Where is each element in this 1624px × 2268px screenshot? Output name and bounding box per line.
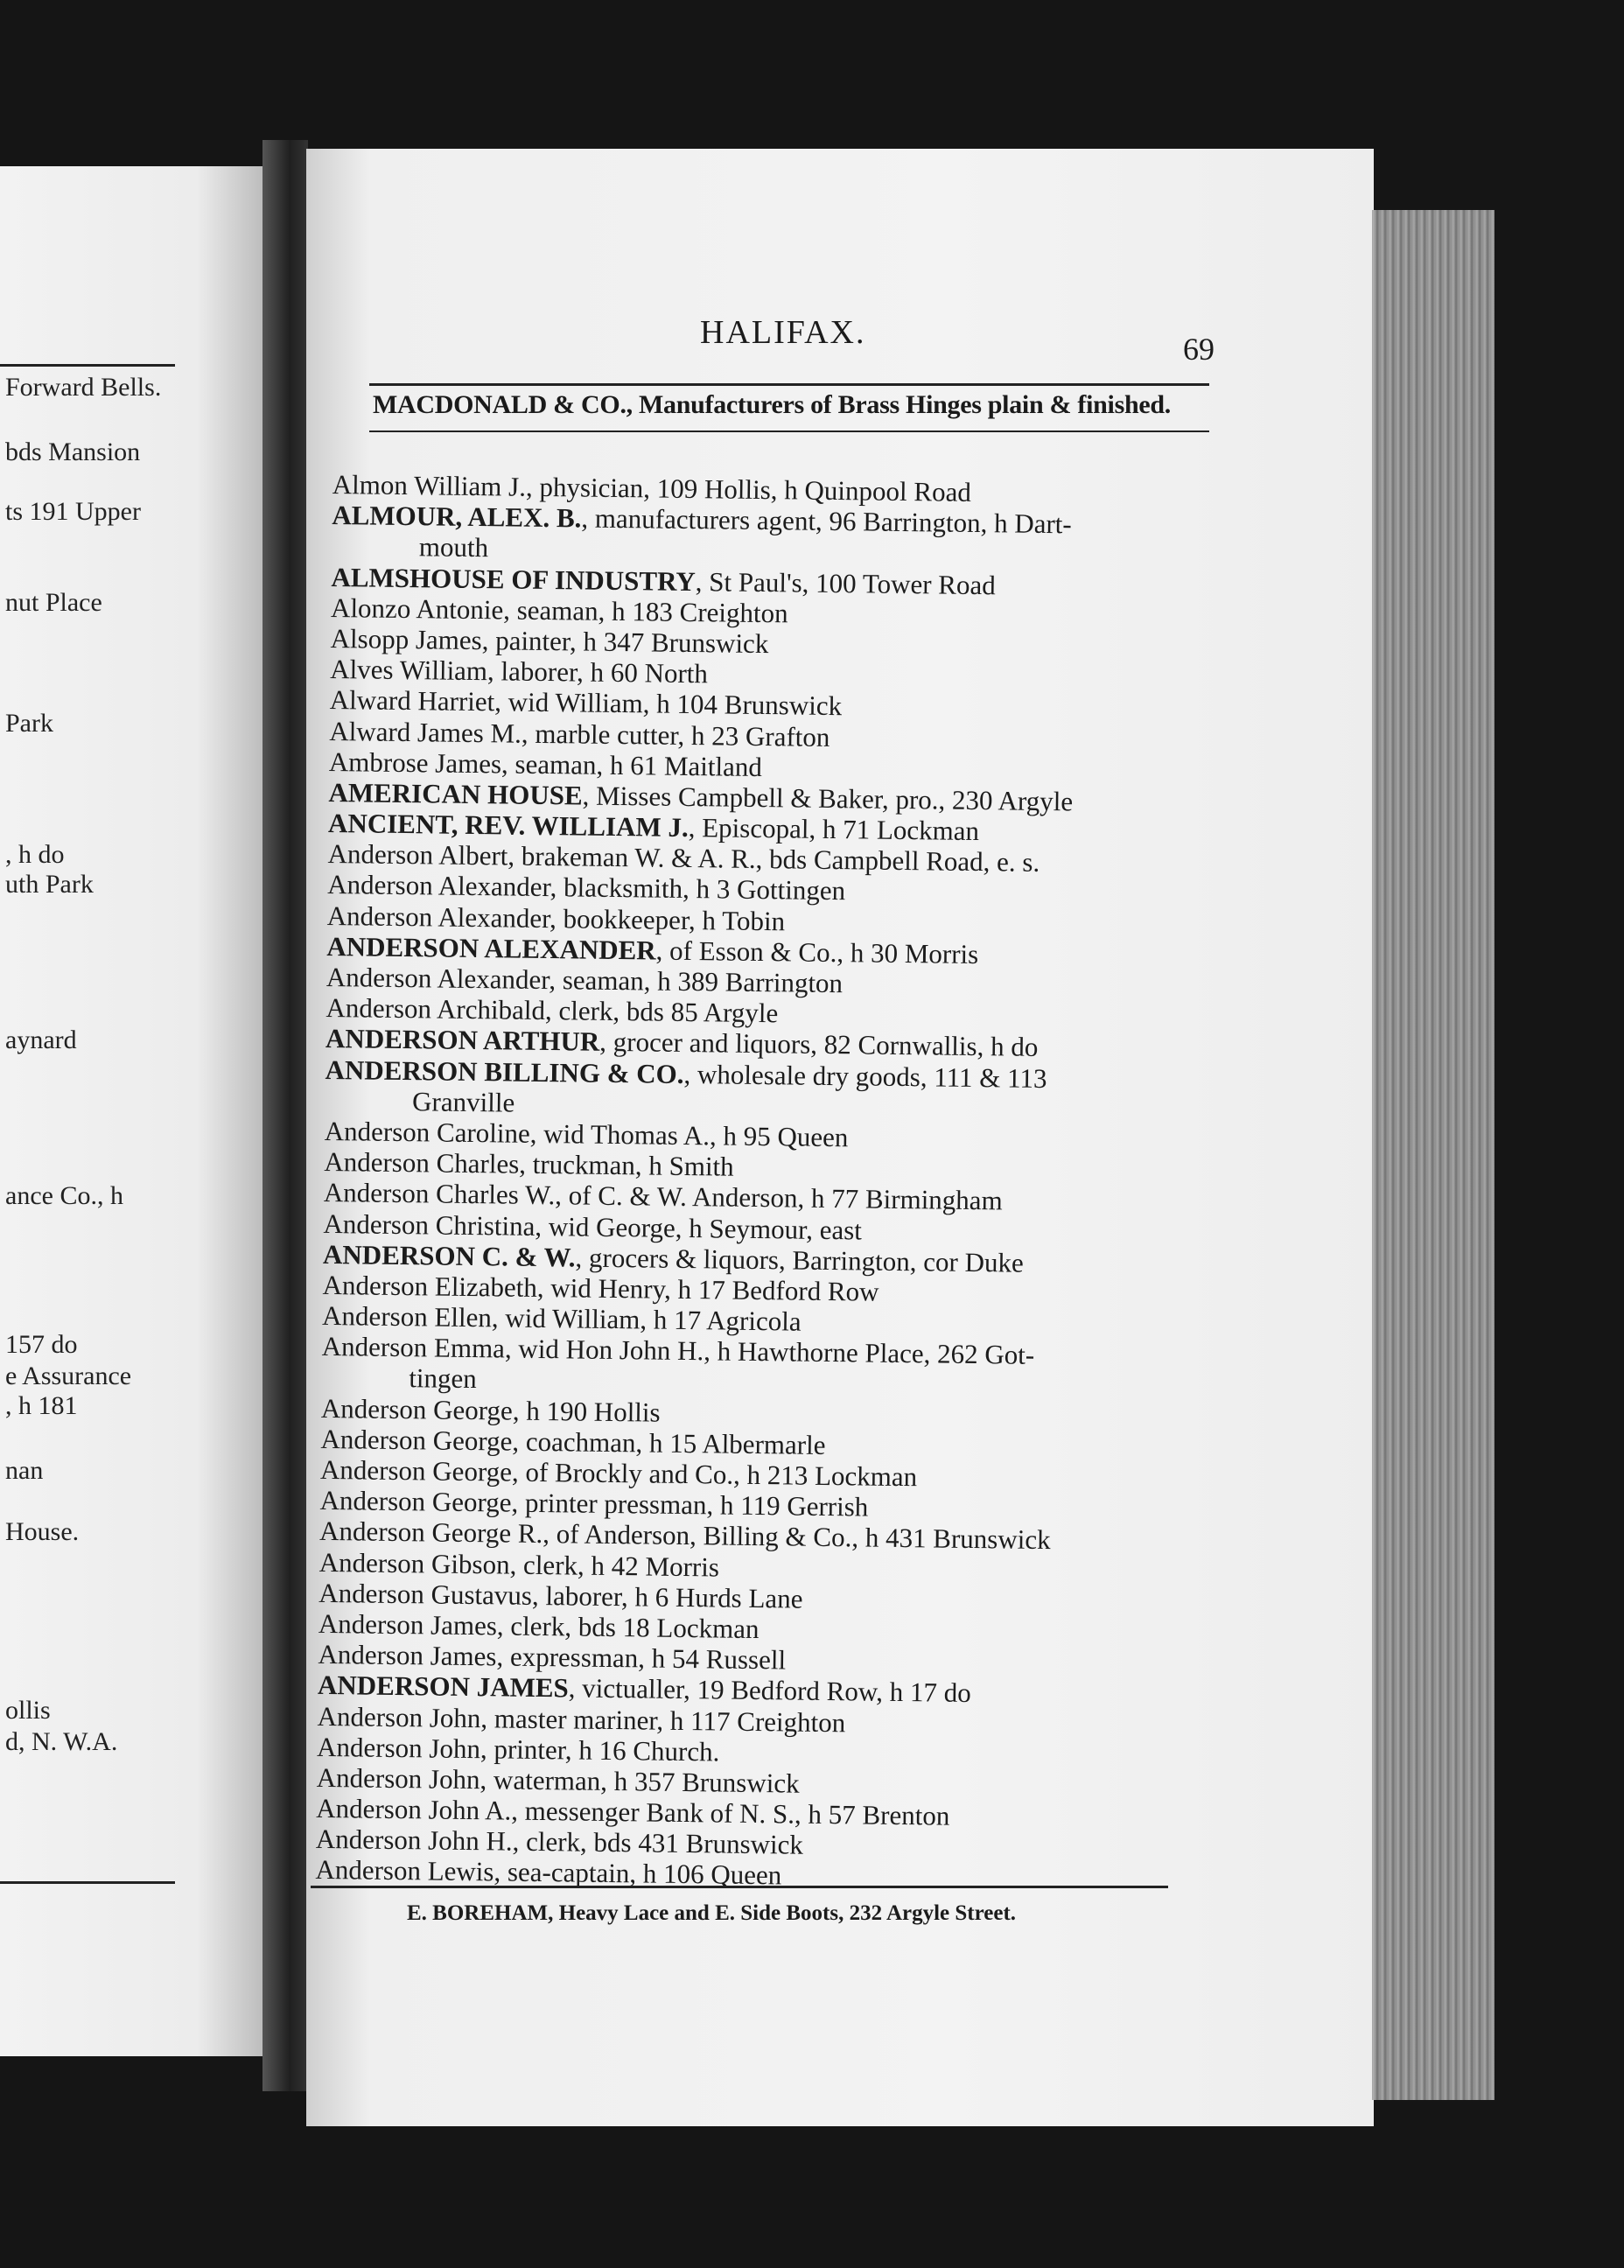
- left-page-line: ance Co., h: [5, 1181, 123, 1210]
- banner-rule-top: [369, 383, 1209, 386]
- left-page-line: , h 181: [5, 1391, 78, 1420]
- banner-text: MACDONALD & CO., Manufacturers of Brass Hinges plain & finished.: [373, 390, 1171, 419]
- entry-text: Anderson Lewis, sea-captain, h 106 Queen: [315, 1854, 782, 1891]
- entry-text: Anderson Gustavus, laborer, h 6 Hurds Lane: [318, 1577, 803, 1614]
- left-page-line: nan: [5, 1456, 44, 1485]
- left-page-line: bds Mansion: [5, 438, 141, 466]
- entry-text: Alward Harriet, wid William, h 104 Brunswick: [329, 684, 843, 722]
- left-page: [0, 166, 262, 2056]
- entry-text: Anderson Albert, brakeman W. & A. R., bds Campbell Road, e. s.: [327, 838, 1040, 878]
- entry-text: Alsopp James, painter, h 347 Brunswick: [330, 622, 769, 660]
- left-page-line: d, N. W.A.: [5, 1727, 118, 1756]
- entry-text: , wholesale dry goods, 111 & 113: [683, 1058, 1047, 1094]
- entry-text: Anderson Alexander, seaman, h 389 Barrington: [326, 961, 844, 999]
- entry-name-bold: ANCIENT, REV. WILLIAM J.: [327, 808, 689, 844]
- entry-text: Anderson Caroline, wid Thomas A., h 95 Queen: [324, 1115, 849, 1153]
- entry-text: Alonzo Antonie, seaman, h 183 Creighton: [330, 592, 788, 629]
- entry-text: , grocers & liquors, Barrington, cor Duke: [575, 1242, 1024, 1278]
- left-page-line: ollis: [5, 1696, 51, 1725]
- entry-name-bold: ANDERSON BILLING & CO.: [325, 1054, 684, 1089]
- entry-text: Ambrose James, seaman, h 61 Maitland: [328, 746, 763, 782]
- entry-text: Anderson Charles, truckman, h Smith: [324, 1146, 734, 1182]
- entry-text: , Episcopal, h 71 Lockman: [688, 812, 980, 847]
- entry-name-bold: AMERICAN HOUSE: [328, 776, 583, 811]
- entry-text: Anderson Emma, wid Hon John H., h Hawthorne Place, 262 Got-: [321, 1331, 1035, 1371]
- left-page-line: House.: [5, 1517, 80, 1546]
- entry-text: Granville: [411, 1085, 515, 1118]
- entry-text: Anderson John, printer, h 16 Church.: [316, 1731, 720, 1768]
- advertisement-banner: [369, 368, 1209, 446]
- entry-text: Anderson Christina, wid George, h Seymour, east: [323, 1208, 863, 1245]
- entry-text: Alward James M., marble cutter, h 23 Grafton: [329, 715, 830, 752]
- left-page-line: ts 191 Upper: [5, 497, 141, 526]
- entry-text: Anderson Ellen, wid William, h 17 Agricola: [321, 1299, 802, 1337]
- entry-name-bold: ALMOUR, ALEX. B.: [332, 500, 582, 534]
- directory-entries: [315, 469, 1251, 1896]
- entry-text: Anderson Elizabeth, wid Henry, h 17 Bedford Row: [322, 1269, 879, 1307]
- footer-rule: [311, 1886, 1168, 1888]
- entry-name-bold: ANDERSON ARTHUR: [325, 1023, 600, 1058]
- entry-text: Anderson George, coachman, h 15 Albermarle: [320, 1423, 826, 1460]
- entry-text: , St Paul's, 100 Tower Road: [695, 565, 996, 600]
- left-page-line: Park: [5, 709, 53, 738]
- entry-text: Anderson John, waterman, h 357 Brunswick: [316, 1761, 800, 1799]
- footer-text: E. BOREHAM, Heavy Lace and E. Side Boots, 232 Argyle Street.: [407, 1901, 1017, 1925]
- entry-text: Almon William J., physician, 109 Hollis, h Quinpool Road: [332, 469, 972, 508]
- entry-text: Anderson George, h 190 Hollis: [320, 1392, 661, 1428]
- entry-text: tingen: [409, 1362, 478, 1395]
- banner-rule-bottom: [369, 430, 1209, 432]
- entry-text: , grocer and liquors, 82 Cornwallis, h do: [599, 1026, 1039, 1063]
- book-gutter: [262, 140, 308, 2091]
- left-page-rule-bottom: [0, 1881, 175, 1884]
- left-page-line: nut Place: [5, 588, 102, 617]
- entry-name-bold: ALMSHOUSE OF INDUSTRY: [331, 561, 696, 597]
- entry-text: Anderson Charles W., of C. & W. Anderson, h 77 Birmingham: [323, 1177, 1003, 1216]
- entry-text: Anderson Archibald, clerk, bds 85 Argyle: [326, 992, 779, 1029]
- entry-text: Anderson George, printer pressman, h 119 Gerrish: [319, 1485, 869, 1522]
- running-head: HALIFAX.: [700, 314, 866, 351]
- left-page-line: , h do: [5, 840, 65, 869]
- entry-text: Anderson James, clerk, bds 18 Lockman: [318, 1607, 760, 1644]
- entry-text: Anderson John, master mariner, h 117 Creighton: [317, 1700, 846, 1738]
- entry-text: Anderson George, of Brockly and Co., h 213 Lockman: [319, 1453, 918, 1493]
- left-page-line: e Assurance: [5, 1362, 132, 1390]
- left-page-line: Forward Bells.: [5, 373, 162, 402]
- entry-name-bold: ANDERSON JAMES: [317, 1670, 569, 1704]
- entry-text: Anderson George R., of Anderson, Billing & Co., h 431 Brunswick: [318, 1516, 1051, 1556]
- entry-text: , of Esson & Co., h 30 Morris: [655, 934, 979, 970]
- entry-text: , victualler, 19 Bedford Row, h 17 do: [568, 1672, 971, 1709]
- page-number: 69: [1183, 332, 1214, 367]
- entry-text: Anderson Alexander, blacksmith, h 3 Gottingen: [326, 869, 846, 906]
- left-page-line: aynard: [5, 1026, 77, 1054]
- entry-text: Anderson John H., clerk, bds 431 Brunswick: [315, 1824, 804, 1860]
- left-page-rule-top: [0, 364, 175, 367]
- left-page-line: uth Park: [5, 870, 94, 899]
- entry-text: Anderson Gibson, clerk, h 42 Morris: [318, 1546, 720, 1583]
- entry-text: Anderson John A., messenger Bank of N. S., h 57 Brenton: [316, 1792, 950, 1831]
- entry-text: Anderson James, expressman, h 54 Russell: [318, 1639, 787, 1676]
- entry-name-bold: ANDERSON ALEXANDER: [326, 930, 656, 966]
- entry-text: , manufacturers agent, 96 Barrington, h Dart-: [581, 502, 1072, 540]
- entry-text: Anderson Alexander, bookkeeper, h Tobin: [326, 900, 786, 936]
- entry-name-bold: ANDERSON C. & W.: [322, 1238, 576, 1273]
- entry-text: , Misses Campbell & Baker, pro., 230 Argyle: [582, 780, 1074, 817]
- page-edges: [1372, 210, 1494, 2100]
- left-page-line: 157 do: [5, 1330, 78, 1359]
- entry-text: mouth: [418, 531, 489, 564]
- entry-text: Alves William, laborer, h 60 North: [329, 654, 709, 690]
